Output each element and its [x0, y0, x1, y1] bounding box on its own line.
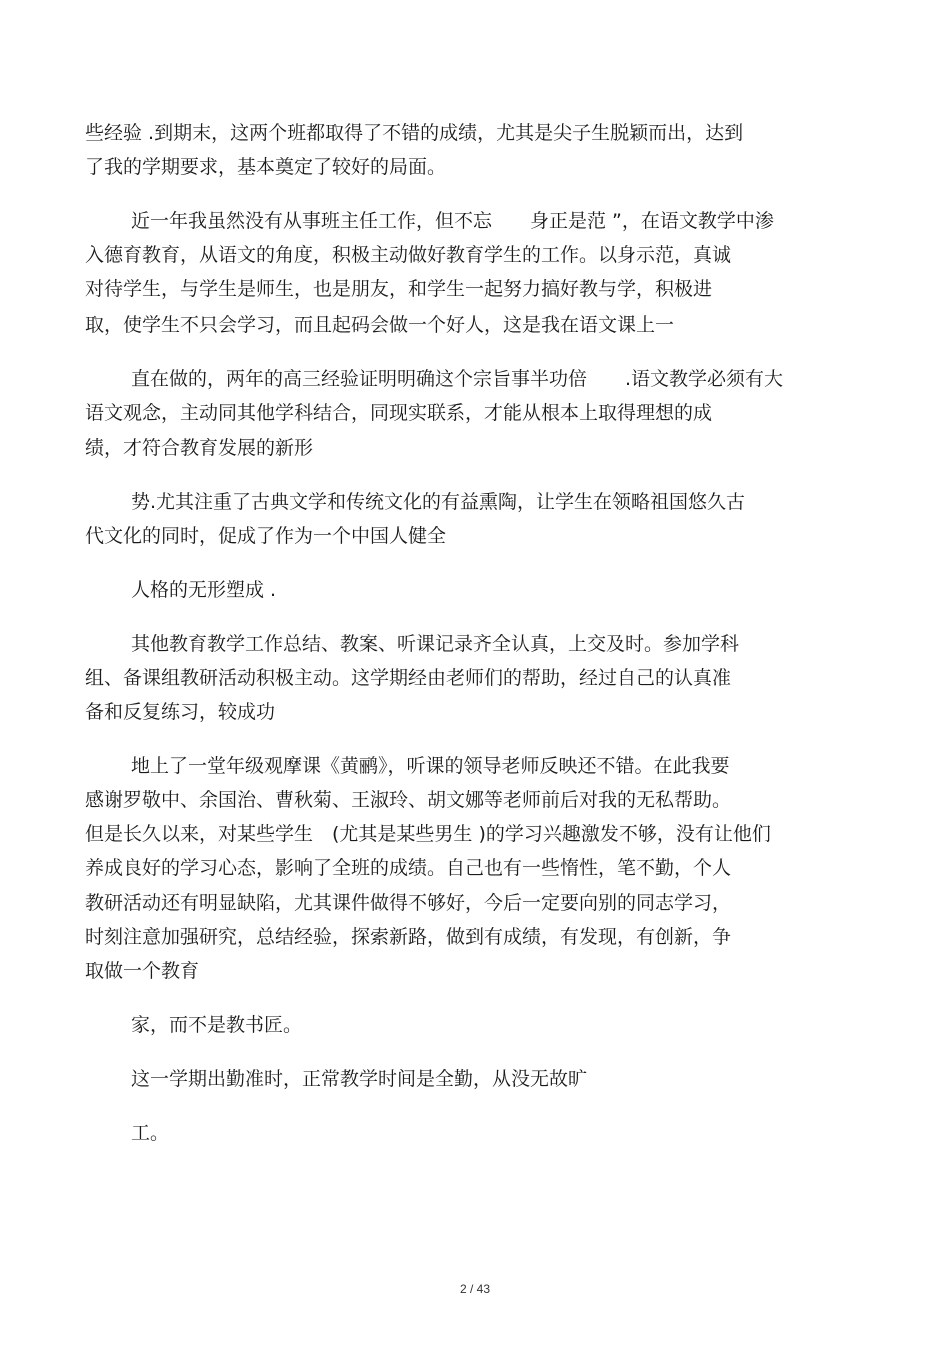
text-line: 绩，才符合教育发展的新形 — [85, 437, 314, 459]
text-line: 组、备课组教研活动积极主动。这学期经由老师们的帮助，经过自己的认真准 — [85, 667, 732, 689]
text-line: 其他教育教学工作总结、教案、听课记录齐全认真，上交及时。参加学科 — [131, 633, 740, 655]
text-line: 直在做的，两年的高三经验证明明确这个宗旨事半功倍 .语文教学必须有大 — [131, 368, 784, 390]
text-line: 些经验 .到期末，这两个班都取得了不错的成绩，尤其是尖子生脱颖而出，达到 — [85, 122, 744, 144]
text-line: 工。 — [131, 1122, 170, 1144]
text-line: 取，使学生不只会学习，而且起码会做一个好人，这是我在语文课上一 — [85, 314, 675, 336]
text-line: 备和反复练习，较成功 — [85, 701, 276, 723]
text-line: 语文观念，主动同其他学科结合，同现实联系，才能从根本上取得理想的成 — [85, 402, 713, 424]
page-number: 2 / 43 — [459, 1282, 491, 1296]
text-line: 近一年我虽然没有从事班主任工作，但不忘 身正是范 ”，在语文教学中渗 — [131, 210, 774, 232]
text-line: 养成良好的学习心态，影响了全班的成绩。自己也有一些惰性，笔不勤，个人 — [85, 857, 732, 879]
text-line: 人格的无形塑成 . — [131, 579, 277, 601]
text-line: 地上了一堂年级观摩课《黄鹂》，听课的领导老师反映还不错。在此我要 — [131, 755, 730, 777]
text-line: 教研活动还有明显缺陷，尤其课件做得不够好，今后一定要向别的同志学习， — [85, 892, 732, 914]
text-line: 了我的学期要求，基本奠定了较好的局面。 — [85, 156, 447, 178]
text-line: 代文化的同时，促成了作为一个中国人健全 — [85, 525, 447, 547]
text-line: 感谢罗敬中、余国治、曹秋菊、王淑玲、胡文娜等老师前后对我的无私帮助。 — [85, 789, 732, 811]
text-line: 家，而不是教书匠。 — [131, 1014, 303, 1036]
text-line: 这一学期出勤准时，正常教学时间是全勤，从没无故旷 — [131, 1068, 588, 1090]
text-line: 但是长久以来，对某些学生 (尤其是某些男生 )的学习兴趣激发不够，没有让他们 — [85, 823, 771, 845]
text-line: 对待学生，与学生是师生，也是朋友，和学生一起努力搞好教与学，积极进 — [85, 278, 713, 300]
text-line: 入德育教育，从语文的角度，积极主动做好教育学生的工作。以身示范，真诚 — [85, 244, 732, 266]
text-line: 取做一个教育 — [85, 960, 200, 982]
text-line: 势.尤其注重了古典文学和传统文化的有益熏陶，让学生在领略祖国悠久古 — [131, 491, 746, 513]
text-line: 时刻注意加强研究，总结经验，探索新路，做到有成绩，有发现，有创新，争 — [85, 926, 732, 948]
